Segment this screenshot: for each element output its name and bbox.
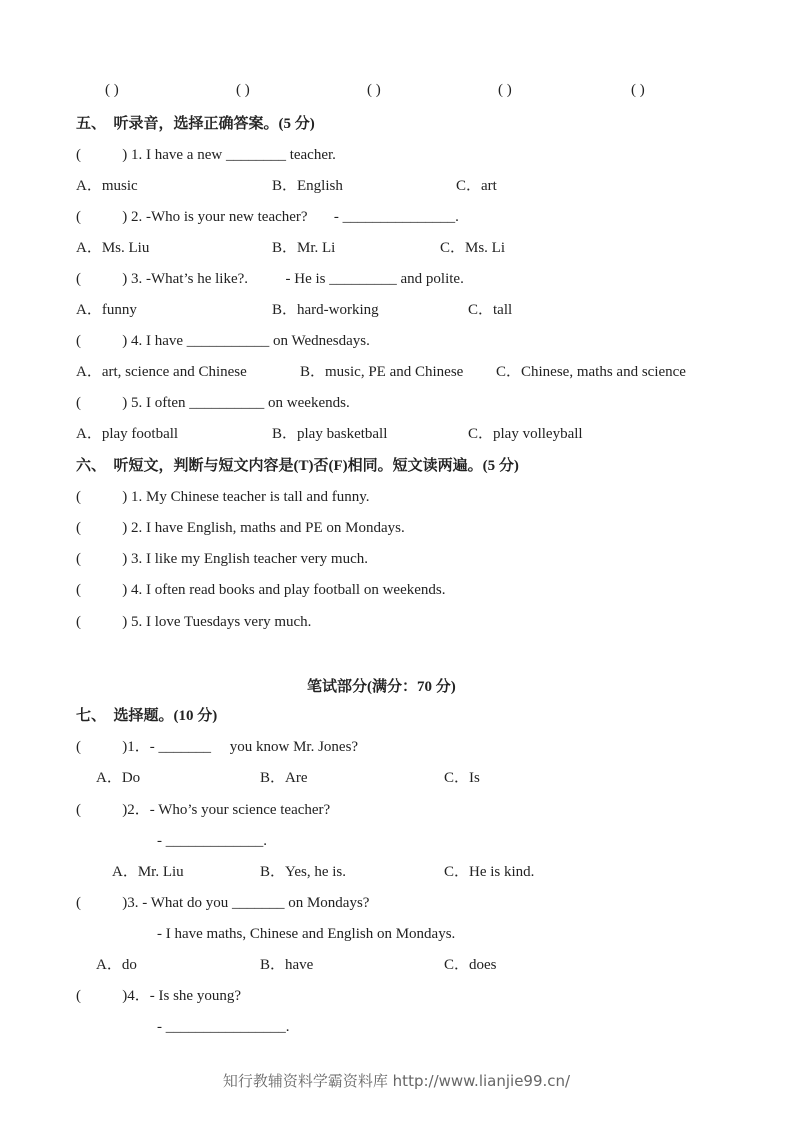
question-line: ( ) 5. I often __________ on weekends. xyxy=(76,395,350,411)
option-a: A．Ms. Liu xyxy=(76,240,150,256)
judge-item: ( ) 3. I like my English teacher very much. xyxy=(76,551,369,567)
option-b: B．hard-working xyxy=(272,302,379,318)
option-b: B．Are xyxy=(260,770,308,786)
answer-paren: ( ) xyxy=(367,82,381,98)
option-c: C．Is xyxy=(444,770,480,786)
question-line: ( )3. - What do you _______ on Mondays? xyxy=(76,895,370,911)
answer-line: - _____________. xyxy=(157,833,267,849)
judge-item: ( ) 1. My Chinese teacher is tall and funny. xyxy=(76,489,370,505)
section-5-title: 五、 听录音，选择正确答案。(5 分) xyxy=(76,116,315,132)
question-line: ( ) 2. -Who is your new teacher? - _______________. xyxy=(76,209,459,225)
option-a: A．do xyxy=(96,957,137,973)
option-b: B．English xyxy=(272,178,343,194)
option-c: C．Ms. Li xyxy=(440,240,506,256)
option-a: A．Mr. Liu xyxy=(112,864,184,880)
section-7-title: 七、 选择题。(10 分) xyxy=(76,708,218,724)
option-c: C．art xyxy=(456,178,497,194)
answer-line: - I have maths, Chinese and English on Mondays. xyxy=(157,926,456,942)
judge-item: ( ) 4. I often read books and play football on weekends. xyxy=(76,582,446,598)
option-a: A．funny xyxy=(76,302,137,318)
option-a: A．art, science and Chinese xyxy=(76,364,247,380)
option-c: C．play volleyball xyxy=(468,426,583,442)
question-line: ( )1．- _______ you know Mr. Jones? xyxy=(76,739,359,755)
option-b: B．Mr. Li xyxy=(272,240,336,256)
option-c: C．Chinese, maths and science xyxy=(496,364,686,380)
question-line: ( )2．- Who’s your science teacher? xyxy=(76,802,331,818)
question-line: ( )4．- Is she young? xyxy=(76,988,241,1004)
option-c: C．does xyxy=(444,957,497,973)
judge-item: ( ) 5. I love Tuesdays very much. xyxy=(76,614,312,630)
option-b: B．play basketball xyxy=(272,426,388,442)
option-a: A．play football xyxy=(76,426,179,442)
answer-paren: ( ) xyxy=(105,82,119,98)
option-c: C．tall xyxy=(468,302,513,318)
section-6-title: 六、 听短文，判断与短文内容是(T)否(F)相同。短文读两遍。(5 分) xyxy=(76,458,519,474)
judge-item: ( ) 2. I have English, maths and PE on Mondays. xyxy=(76,520,405,536)
option-b: B．have xyxy=(260,957,314,973)
question-line: ( ) 3. -What’s he like?. - He is _________ and polite. xyxy=(76,271,464,287)
footer-watermark: 知行教辅资料学霸资料库 http://www.lianjie99.cn/ xyxy=(222,1072,571,1090)
answer-paren: ( ) xyxy=(236,82,250,98)
option-b: B．music, PE and Chinese xyxy=(300,364,464,380)
option-b: B．Yes, he is. xyxy=(260,864,346,880)
option-a: A．Do xyxy=(96,770,141,786)
option-a: A．music xyxy=(76,178,138,194)
option-c: C．He is kind. xyxy=(444,864,535,880)
question-line: ( ) 1. I have a new ________ teacher. xyxy=(76,147,336,163)
question-line: ( ) 4. I have ___________ on Wednesdays. xyxy=(76,333,370,349)
answer-paren: ( ) xyxy=(631,82,645,98)
written-part-title: 笔试部分(满分：70 分) xyxy=(307,679,456,695)
answer-line: - ________________. xyxy=(157,1019,290,1035)
answer-paren: ( ) xyxy=(498,82,512,98)
